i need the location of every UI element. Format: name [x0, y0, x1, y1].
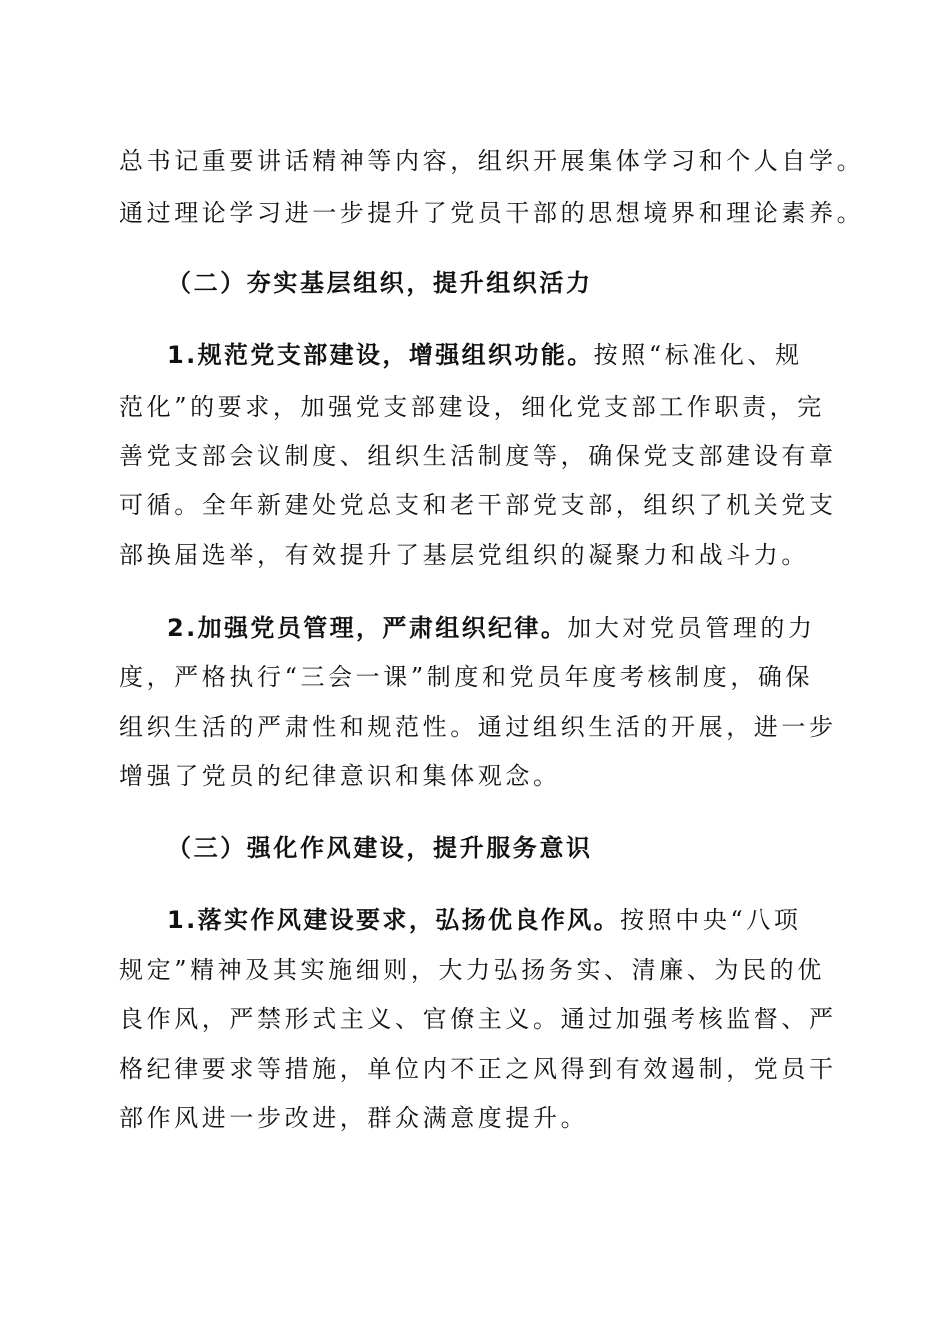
paragraph-2-2-line-1 [167, 613, 816, 643]
paragraph-2-1-line-1 [167, 340, 803, 370]
paragraph-2-2-line-3: 组织生活的严肃性和规范性。通过组织生活的开展，进一步 [119, 713, 837, 741]
paragraph-2-1-line-1-text: 按照“标准化、规 [593, 341, 803, 369]
paragraph-2-2-line-4: 增强了党员的纪律意识和集体观念。 [119, 762, 561, 790]
intro-line-1: 总书记重要讲话精神等内容，组织开展集体学习和个人自学。 [119, 147, 865, 175]
paragraph-2-2-line-1-text: 加大对党员管理的力 [567, 614, 816, 642]
intro-line-2: 通过理论学习进一步提升了党员干部的思想境界和理论素养。 [119, 199, 865, 227]
paragraph-2-1-line-4: 可循。全年新建处党总支和老干部党支部，组织了机关党支 [119, 491, 837, 519]
paragraph-2-1-line-5: 部换届选举，有效提升了基层党组织的凝聚力和战斗力。 [119, 541, 809, 569]
paragraph-3-1-line-3: 良作风，严禁形式主义、官僚主义。通过加强考核监督、严 [119, 1005, 837, 1033]
paragraph-2-2-title: 2.加强党员管理，严肃组织纪律。 [167, 614, 568, 642]
section-heading-2: （二）夯实基层组织，提升组织活力 [167, 269, 593, 297]
paragraph-2-1-line-3: 善党支部会议制度、组织生活制度等，确保党支部建设有章 [119, 442, 837, 470]
paragraph-3-1-line-1 [167, 905, 802, 935]
paragraph-3-1-title: 1.落实作风建设要求，弘扬优良作风。 [167, 906, 621, 934]
paragraph-3-1-line-2: 规定”精神及其实施细则，大力弘扬务实、清廉、为民的优 [119, 956, 825, 984]
paragraph-3-1-line-5: 部作风进一步改进，群众满意度提升。 [119, 1104, 589, 1132]
paragraph-3-1-line-1-text: 按照中央“八项 [620, 906, 802, 934]
paragraph-3-1-line-4: 格纪律要求等措施，单位内不正之风得到有效遏制，党员干 [119, 1055, 837, 1083]
paragraph-2-1-line-2: 范化”的要求，加强党支部建设，细化党支部工作职责，完 [119, 393, 825, 421]
paragraph-2-2-line-2: 度，严格执行“三会一课”制度和党员年度考核制度，确保 [119, 663, 814, 691]
paragraph-2-1-title: 1.规范党支部建设，增强组织功能。 [167, 341, 594, 369]
section-heading-3: （三）强化作风建设，提升服务意识 [167, 834, 593, 862]
